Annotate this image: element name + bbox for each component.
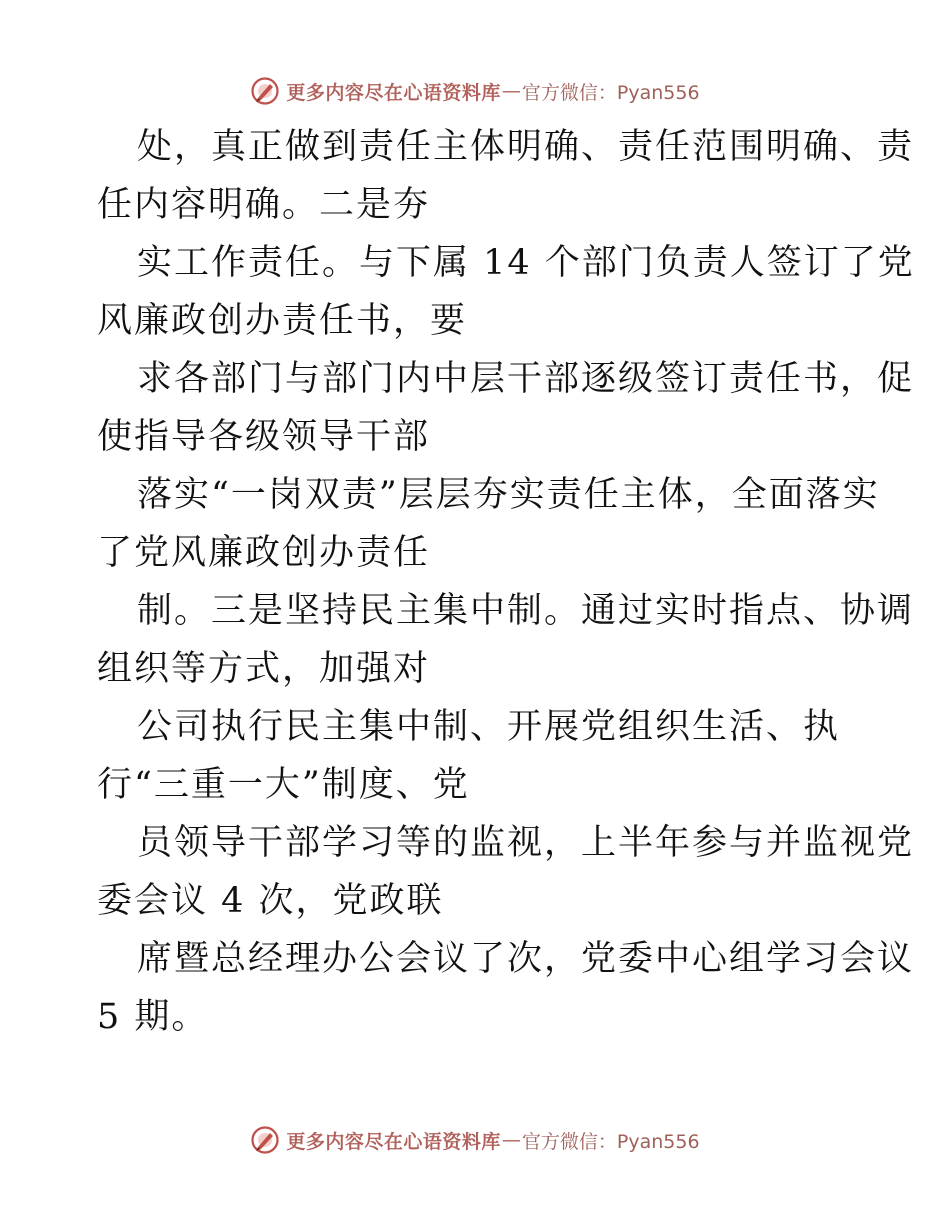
body-line: 实工作责任。与下属 14 个部门负责人签订了党	[137, 243, 915, 283]
body-line: 求各部门与部门内中层干部逐级签订责任书，促	[137, 359, 915, 399]
header-brand-text: 更多内容尽在心语资料库	[286, 81, 501, 104]
footer-dash: —	[501, 1129, 521, 1151]
body-line: 5 期。	[97, 997, 209, 1037]
footer-wechat-text: 官方微信：Pyan556	[521, 1130, 700, 1153]
body-line: 制。三是坚持民主集中制。通过实时指点、协调	[137, 591, 915, 631]
body-line: 使指导各级领导干部	[97, 417, 431, 457]
footer-brand-text: 更多内容尽在心语资料库	[286, 1130, 501, 1153]
header-wechat-text: 官方微信：Pyan556	[521, 81, 700, 104]
body-line: 处，真正做到责任主体明确、责任范围明确、责	[137, 127, 915, 167]
body-line: 行“三重一大”制度、党	[97, 765, 470, 805]
body-line: 公司执行民主集中制、开展党组织生活、执	[137, 707, 841, 747]
body-line: 任内容明确。二是夯	[97, 185, 431, 225]
header-watermark	[0, 71, 950, 111]
header-dash: —	[501, 80, 521, 102]
body-line: 了党风廉政创办责任	[97, 533, 431, 573]
body-line: 席暨总经理办公会议了次，党委中心组学习会议	[137, 939, 915, 979]
body-line: 委会议 4 次，党政联	[97, 881, 444, 921]
body-line: 落实“一岗双责”层层夯实责任主体，全面落实	[137, 475, 880, 515]
pen-logo-icon	[250, 76, 280, 106]
body-line: 风廉政创办责任书，要	[97, 301, 468, 341]
body-line: 员领导干部学习等的监视，上半年参与并监视党	[137, 823, 915, 863]
footer-watermark	[0, 1120, 950, 1160]
pen-logo-icon	[250, 1125, 280, 1155]
body-line: 组织等方式，加强对	[97, 649, 431, 689]
document-body	[97, 118, 915, 1046]
